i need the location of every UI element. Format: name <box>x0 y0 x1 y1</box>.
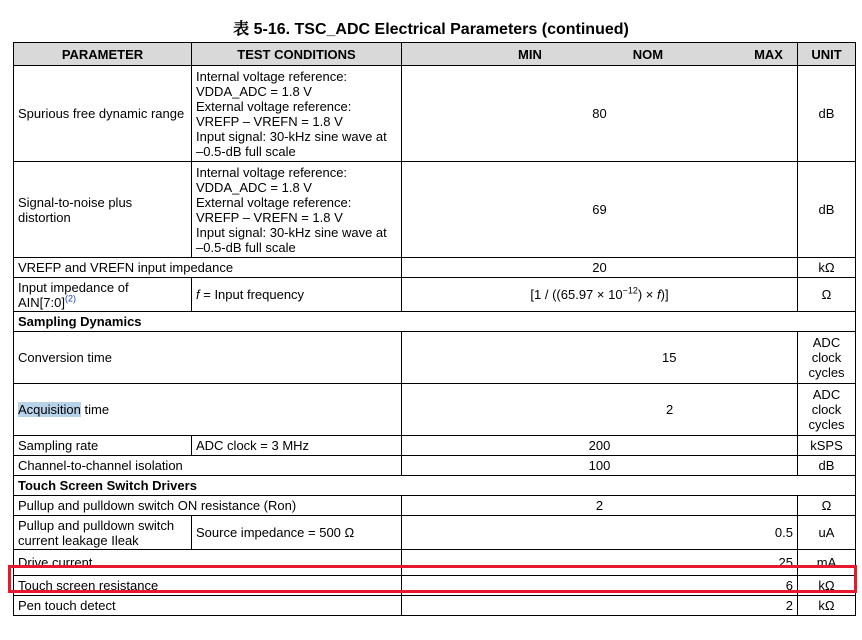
condition-line: Input signal: 30-kHz sine wave at <box>196 224 387 240</box>
unit-line: cycles <box>808 365 845 380</box>
condition-line: Input signal: 30-kHz sine wave at <box>196 128 387 144</box>
unit-line: clock <box>811 350 842 365</box>
row-parameter: Sampling rate <box>14 436 192 456</box>
row-value: 2 <box>402 384 798 436</box>
unit-line: ADC <box>812 387 841 402</box>
row-unit: kΩ <box>798 576 856 596</box>
row-parameter: Drive current <box>14 550 402 576</box>
row-parameter: Pullup and pulldown switch ON resistance (Ron) <box>14 496 402 516</box>
parameter-line: Pullup and pulldown switch <box>18 517 175 533</box>
section-title: Sampling Dynamics <box>14 312 856 332</box>
condition-line: –0.5-dB full scale <box>196 239 296 255</box>
condition-line: –0.5-dB full scale <box>196 143 296 159</box>
condition-line: External voltage reference: <box>196 98 352 114</box>
condition-line: VREFP – VREFN = 1.8 V <box>196 209 343 225</box>
condition-text: = Input frequency <box>199 287 305 302</box>
row-unit: uA <box>798 516 856 550</box>
row-value: 200 <box>402 436 798 456</box>
formula-symbol: f <box>657 287 661 302</box>
condition-line: External voltage reference: <box>196 194 352 210</box>
table-row <box>14 550 856 576</box>
row-parameter: VREFP and VREFN input impedance <box>14 258 402 278</box>
formula-part: [1 / ((65.97 × 10 <box>530 287 623 302</box>
row-parameter: Spurious free dynamic range <box>14 66 192 162</box>
row-conditions <box>192 278 402 312</box>
parameter-line: current leakage Ileak <box>18 532 139 548</box>
row-value: 0.5 <box>402 516 798 550</box>
condition-line: Internal voltage reference: <box>196 164 348 180</box>
row-value <box>402 278 798 312</box>
parameter-line: Input impedance of <box>18 279 129 295</box>
table-row <box>14 496 856 516</box>
header-min: MIN <box>518 46 542 62</box>
table-row <box>14 66 856 162</box>
row-conditions: Source impedance = 500 Ω <box>192 516 402 550</box>
row-value: 15 <box>402 332 798 384</box>
frequency-symbol: f <box>196 287 200 302</box>
table-row <box>14 596 856 616</box>
row-value: 100 <box>402 456 798 476</box>
row-value: 25 <box>402 550 798 576</box>
unit-line: clock <box>811 402 842 417</box>
row-parameter: Conversion time <box>14 332 402 384</box>
row-unit: dB <box>798 66 856 162</box>
table-row <box>14 162 856 258</box>
row-unit <box>798 332 856 384</box>
row-value: 80 <box>402 66 798 162</box>
footnote-link[interactable]: (2) <box>64 293 76 304</box>
row-unit: dB <box>798 162 856 258</box>
row-unit: Ω <box>798 496 856 516</box>
row-parameter: Pen touch detect <box>14 596 402 616</box>
row-parameter <box>14 278 192 312</box>
row-conditions <box>192 162 402 258</box>
header-row <box>14 43 856 66</box>
parameter-text: AIN[7:0] <box>18 294 65 310</box>
table-row <box>14 576 856 596</box>
highlighted-text: Acquisition <box>18 402 81 417</box>
formula-exponent: −12 <box>622 285 638 296</box>
row-unit: mA <box>798 550 856 576</box>
formula-part: ) × <box>637 287 657 302</box>
table-row <box>14 278 856 312</box>
unit-line: ADC <box>812 335 841 350</box>
row-value: 20 <box>402 258 798 278</box>
table-row <box>14 332 856 384</box>
section-title: Touch Screen Switch Drivers <box>14 476 856 496</box>
row-unit: dB <box>798 456 856 476</box>
table-row <box>14 456 856 476</box>
row-parameter <box>14 384 402 436</box>
table-row <box>14 258 856 278</box>
header-test-conditions: TEST CONDITIONS <box>192 43 402 66</box>
row-value: 6 <box>402 576 798 596</box>
row-unit <box>798 384 856 436</box>
unit-line: cycles <box>808 417 845 432</box>
condition-line: VDDA_ADC = 1.8 V <box>196 179 312 195</box>
row-parameter: Touch screen resistance <box>14 576 402 596</box>
formula-part: )] <box>660 287 669 302</box>
row-unit: kΩ <box>798 596 856 616</box>
row-unit: kΩ <box>798 258 856 278</box>
header-max: MAX <box>754 46 783 62</box>
table-row <box>14 384 856 436</box>
row-parameter: Signal-to-noise plus distortion <box>14 162 192 258</box>
parameter-line <box>18 295 187 310</box>
row-parameter <box>14 516 192 550</box>
section-row <box>14 476 856 496</box>
row-unit: Ω <box>798 278 856 312</box>
header-min-nom-max <box>402 43 798 66</box>
table-row <box>14 516 856 550</box>
section-row <box>14 312 856 332</box>
table-row <box>14 436 856 456</box>
header-parameter: PARAMETER <box>14 43 192 66</box>
row-value: 2 <box>402 596 798 616</box>
row-conditions: ADC clock = 3 MHz <box>192 436 402 456</box>
row-value: 2 <box>402 496 798 516</box>
header-nom: NOM <box>632 46 664 62</box>
electrical-parameters-table <box>13 42 856 616</box>
header-unit: UNIT <box>798 43 856 66</box>
row-conditions <box>192 66 402 162</box>
table-caption: 表 5-16. TSC_ADC Electrical Parameters (continued) <box>233 21 629 38</box>
parameter-text: time <box>80 402 110 417</box>
row-unit: kSPS <box>798 436 856 456</box>
row-value: 69 <box>402 162 798 258</box>
condition-line: VDDA_ADC = 1.8 V <box>196 83 312 99</box>
row-parameter: Channel-to-channel isolation <box>14 456 402 476</box>
condition-line: VREFP – VREFN = 1.8 V <box>196 113 343 129</box>
condition-line: Internal voltage reference: <box>196 68 348 84</box>
